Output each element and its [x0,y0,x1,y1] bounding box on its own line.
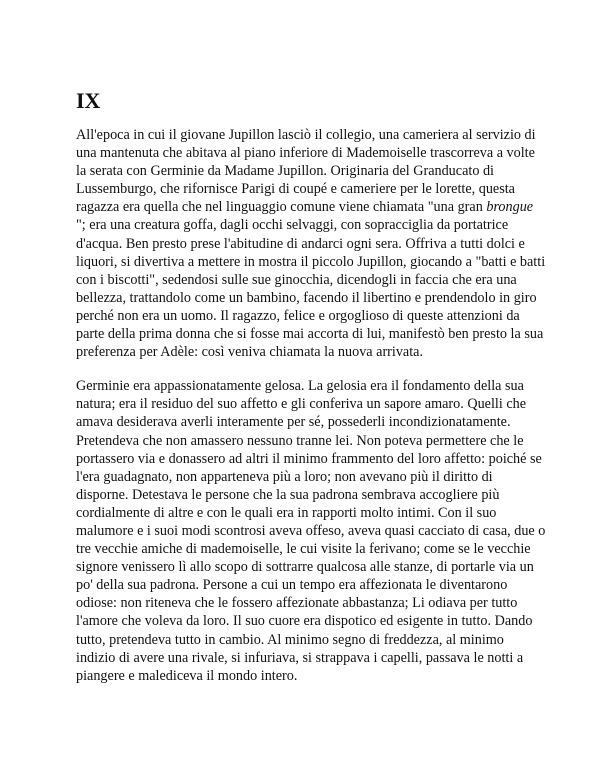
paragraph-1 [76,126,546,361]
chapter-title: IX [76,88,101,113]
paragraph-1-italic-word: brongue [486,199,534,216]
paragraph-2: Germinie era appassionatamente gelosa. La gelosia era il fondamento della sua natura; era il residuo del suo affetto e gli conferiva un sapore amaro. Quelli che amava desiderava averli interamente per sé, possederli incondizionatamente. Pretendeva che non amassero nessuno tranne lei. Non poteva permettere che le portassero via e donassero ad altri il minimo frammento del loro affetto: poiché se l'era guadagnato, non apparteneva più a loro; non avevano più il diritto di disporne. Detestava le persone che la sua padrona sembrava accogliere più cordialmente di altre e con le quali era in rapporti molto intimi. Con il suo malumore e i suoi modi scontrosi aveva offeso, aveva quasi cacciato di casa, due o tre vecchie amiche di mademoiselle, le cui visite la ferivano; come se le vecchie signore venissero lì allo scopo di sottrarre qualcosa alle stanze, di portarle via un po' della sua padrona. Persone a cui un tempo era affezionata le diventarono odiose: non riteneva che le fossero affezionate abbastanza; Li odiava per tutto l'amore che voleva da loro. Il suo cuore era dispotico ed esigente in tutto. Dando tutto, pretendeva tutto in cambio. Al minimo segno di freddezza, al minimo indizio di avere una rivale, si infuriava, si strappava i capelli, passava le notti a piangere e malediceva il mondo intero. [76,378,546,684]
document-page [76,88,546,701]
paragraph-1-text-start: All'epoca in cui il giovane Jupillon lasciò il collegio, una cameriera al servizio di una mantenuta che abitava al piano inferiore di Mademoiselle trascorreva a volte la serata con Germinie da Madame Jupillon. Originaria del Granducato di Lussemburgo, che rifornisce Parigi di coupé e cameriere per le lorette, questa ragazza era quella che nel linguaggio comune viene chiamata "una gran [76,127,536,216]
paragraph-1-text-end: "; era una creatura goffa, dagli occhi selvaggi, con sopracciglia da portatrice d'acqua. Ben presto prese l'abitudine di andarci ogni sera. Offriva a tutti dolci e liquori, si divertiva a mettere in mostra il piccolo Jupillon, giocando a "batti e batti con i biscotti", sedendosi sulle sue ginocchia, dicendogli in faccia che era una bellezza, trattandolo come un bambino, facendo il libertino e prendendolo in giro perché non era un uomo. Il ragazzo, felice e orgoglioso di queste attenzioni da parte della prima donna che si fosse mai accorta di lui, manifestò ben presto la sua preferenza per Adèle: così veniva chiamata la nuova arrivata. [76,217,546,361]
